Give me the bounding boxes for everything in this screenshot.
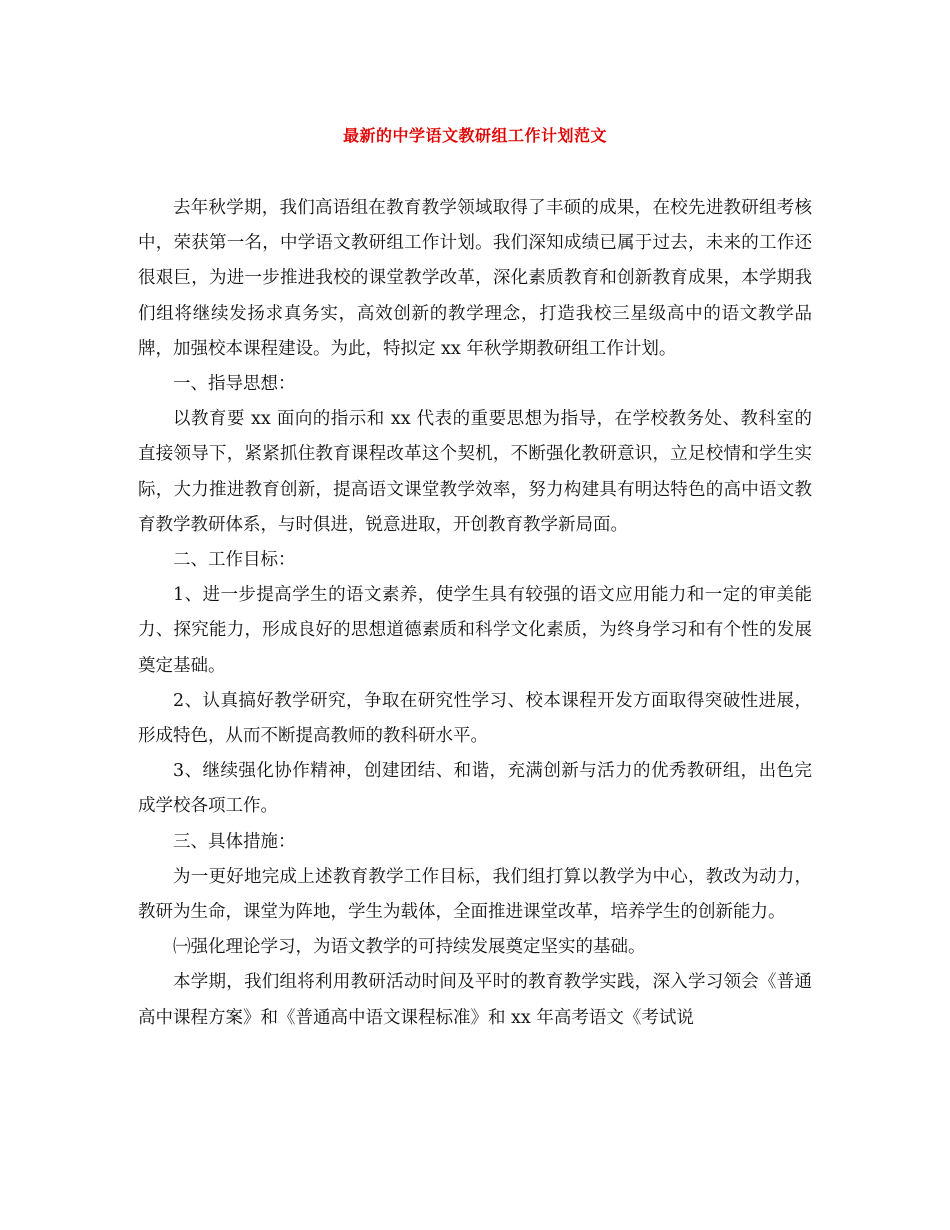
paragraph: 去年秋学期，我们高语组在教育教学领域取得了丰硕的成果，在校先进教研组考核中，荣获第一名，中学语文教研组工作计划。我们深知成绩已属于过去，未来的工作还很艰巨，为进一步推进我校的课堂教学改革，深化素质教育和创新教育成果，本学期我们组将继续发扬求真务实，高效创新的教学理念，打造我校三星级高中的语文教学品牌，加强校本课程建设。为此，特拟定 xx 年秋学期教研组工作计划。 bbox=[138, 198, 812, 359]
paragraph: 3、继续强化协作精神，创建团结、和谐，充满创新与活力的优秀教研组，出色完成学校各项工作。 bbox=[138, 761, 812, 817]
document-title: 最新的中学语文教研组工作计划范文 bbox=[342, 126, 607, 145]
section-heading: 二、工作目标： bbox=[173, 550, 296, 571]
paragraph: 2、认真搞好教学研究，争取在研究性学习、校本课程开发方面取得突破性进展，形成特色，从而不断提高教师的教科研水平。 bbox=[138, 690, 812, 747]
paragraph: 1、进一步提高学生的语文素养，使学生具有较强的语文应用能力和一定的审美能力、探究能力，形成良好的思想道德素质和科学文化素质，为终身学习和有个性的发展奠定基础。 bbox=[138, 585, 812, 676]
section-heading: 一、指导思想： bbox=[173, 374, 296, 395]
paragraph: 本学期，我们组将利用教研活动时间及平时的教育教学实践，深入学习领会《普通高中课程方案》和《普通高中语文课程标准》和 xx 年高考语文《考试说 bbox=[138, 972, 812, 1028]
document-body bbox=[138, 191, 812, 1036]
paragraph: 以教育要 xx 面向的指示和 xx 代表的重要思想为指导，在学校教务处、教科室的直接领导下，紧紧抓住教育课程改革这个契机，不断强化教研意识，立足校情和学生实际，大力推进教育创新，提高语文课堂教学效率，努力构建具有明达特色的高中语文教育教学教研体系，与时俱进，锐意进取，开创教育教学新局面。 bbox=[138, 409, 812, 535]
subsection-heading: ㈠强化理论学习，为语文教学的可持续发展奠定坚实的基础。 bbox=[173, 937, 646, 958]
section-heading: 三、具体措施： bbox=[173, 831, 296, 852]
paragraph: 为一更好地完成上述教育教学工作目标，我们组打算以教学为中心，教改为动力，教研为生命，课堂为阵地，学生为载体，全面推进课堂改革，培养学生的创新能力。 bbox=[138, 866, 812, 923]
